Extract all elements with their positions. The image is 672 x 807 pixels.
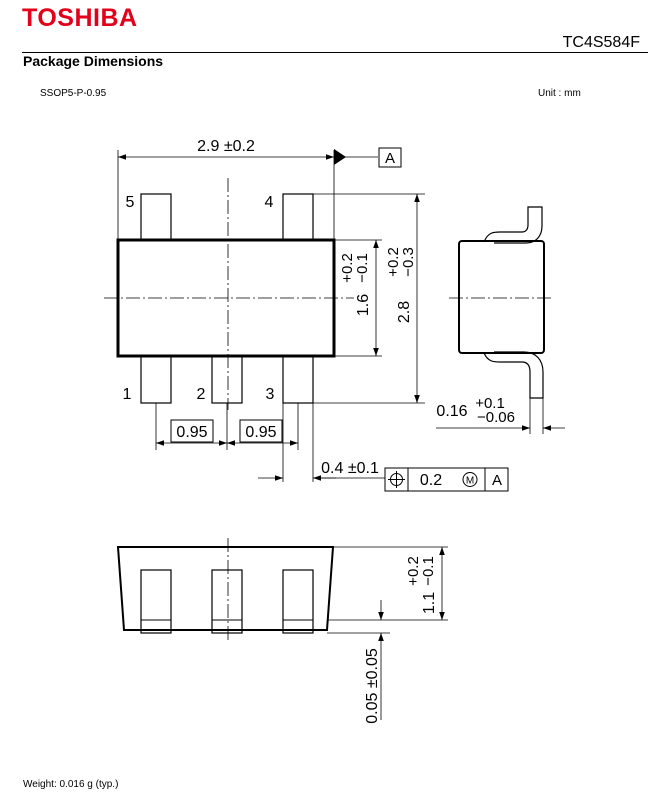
dim-overall-width-tol-lower: −0.3 — [400, 247, 417, 277]
lead-5 — [141, 194, 171, 240]
dim-lead-thickness-tol-lower: −0.06 — [477, 409, 515, 426]
dim-height-tol-upper: +0.2 — [405, 556, 422, 586]
front-lead-3 — [283, 570, 313, 633]
front-lead-1 — [141, 570, 171, 633]
side-body — [459, 241, 544, 353]
mmc-modifier: M — [465, 475, 475, 487]
dim-body-width: 1.6 — [355, 293, 372, 317]
section-title: Package Dimensions — [23, 53, 164, 69]
datum-label: A — [384, 150, 396, 167]
side-lead-bottom — [484, 352, 543, 398]
dim-body-length: 2.9 ±0.2 — [197, 138, 255, 155]
lead-4 — [283, 194, 313, 240]
pin-label-3: 3 — [265, 386, 275, 403]
dim-overall-width-tol-upper: +0.2 — [385, 247, 402, 277]
dim-body-width-tol-upper: +0.2 — [339, 253, 356, 283]
lead-2 — [212, 356, 242, 403]
dim-lead-thickness-tol-upper: +0.1 — [475, 395, 505, 412]
unit-label: Unit : mm — [538, 88, 581, 99]
lead-3 — [283, 356, 313, 403]
position-tolerance: 0.2 — [419, 472, 443, 489]
side-lead-top — [484, 207, 542, 243]
toshiba-logo: TOSHIBA — [22, 4, 138, 32]
top-view — [104, 148, 508, 491]
dim-height-tol-lower: −0.1 — [420, 556, 437, 586]
pin-label-1: 1 — [122, 386, 132, 403]
weight-note: Weight: 0.016 g (typ.) — [23, 779, 119, 790]
dim-pitch-2: 0.95 — [245, 424, 277, 441]
dim-standoff: 0.05 ±0.05 — [364, 648, 381, 724]
dim-lead-width: 0.4 ±0.1 — [321, 460, 379, 477]
dim-height: 1.1 — [421, 591, 438, 615]
dim-body-width-tol-lower: −0.1 — [354, 253, 371, 283]
pin-label-5: 5 — [125, 194, 135, 211]
dim-pitch-1: 0.95 — [176, 424, 208, 441]
package-code: SSOP5-P-0.95 — [40, 88, 107, 99]
part-number: TC4S584F — [562, 34, 640, 51]
front-view — [118, 538, 448, 720]
pin-label-2: 2 — [196, 386, 206, 403]
lead-1 — [141, 356, 171, 403]
pin-label-4: 4 — [264, 194, 274, 211]
dim-lead-thickness: 0.16 — [436, 403, 468, 420]
fcf-datum: A — [491, 472, 503, 489]
front-body — [118, 547, 333, 630]
datum-triangle — [334, 149, 346, 165]
dim-overall-width: 2.8 — [396, 300, 413, 324]
front-lead-2 — [212, 570, 242, 633]
